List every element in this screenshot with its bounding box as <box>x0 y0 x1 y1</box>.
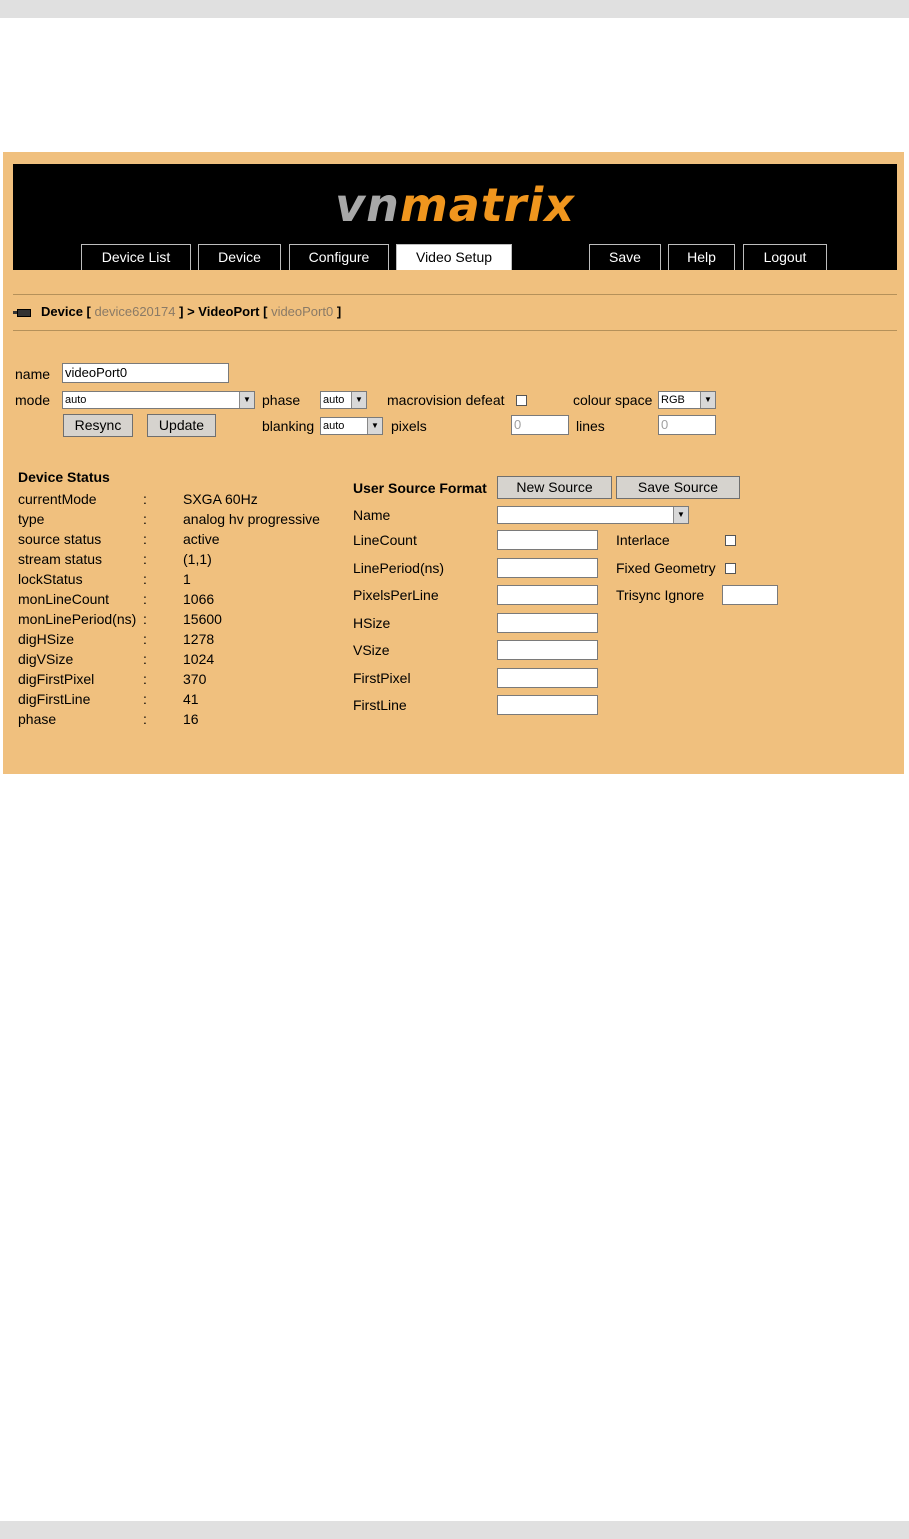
status-value: 1066 <box>183 591 215 607</box>
status-value: 16 <box>183 711 199 727</box>
status-separator: : <box>143 571 147 587</box>
update-button[interactable]: Update <box>147 414 216 437</box>
fixed-geometry-label: Fixed Geometry <box>616 560 716 576</box>
field-label: VSize <box>353 642 390 658</box>
user-source-title: User Source Format <box>353 480 487 496</box>
nav-logout[interactable]: Logout <box>743 244 827 270</box>
bracket-close: ] <box>179 304 184 319</box>
linecount-input[interactable] <box>497 530 598 550</box>
lines-label: lines <box>576 418 605 434</box>
pixels-input[interactable]: 0 <box>511 415 569 435</box>
colour-space-label: colour space <box>573 392 653 408</box>
vsize-input[interactable] <box>497 640 598 660</box>
device-status-title: Device Status <box>18 469 110 485</box>
status-key: type <box>18 511 45 527</box>
divider-bottom <box>13 330 897 331</box>
status-key: monLinePeriod(ns) <box>18 611 137 627</box>
nav-video-setup[interactable]: Video Setup <box>396 244 512 270</box>
colour-space-select-value: RGB <box>661 394 685 406</box>
status-separator: : <box>143 691 147 707</box>
colour-space-select[interactable] <box>658 391 716 409</box>
status-value: 41 <box>183 691 199 707</box>
field-label: FirstLine <box>353 697 407 713</box>
breadcrumb-port-label: VideoPort <box>198 304 260 319</box>
status-separator: : <box>143 591 147 607</box>
blanking-select[interactable] <box>320 417 383 435</box>
status-value: SXGA 60Hz <box>183 491 258 507</box>
nav-save[interactable]: Save <box>589 244 661 270</box>
pixels-label: pixels <box>391 418 427 434</box>
bracket-open: [ <box>86 304 91 319</box>
chevron-down-icon: ▼ <box>700 392 715 408</box>
status-separator: : <box>143 711 147 727</box>
logo-vn: vn <box>335 178 400 232</box>
divider-top <box>13 294 897 295</box>
phase-select[interactable] <box>320 391 367 409</box>
fixed-geometry-checkbox[interactable] <box>725 563 736 574</box>
firstline-input[interactable] <box>497 695 598 715</box>
status-separator: : <box>143 651 147 667</box>
status-key: monLineCount <box>18 591 110 607</box>
field-label: FirstPixel <box>353 670 411 686</box>
field-label: PixelsPerLine <box>353 587 439 603</box>
camera-icon <box>13 308 35 318</box>
status-value: 1 <box>183 571 191 587</box>
status-key: source status <box>18 531 102 547</box>
status-key: stream status <box>18 551 103 567</box>
source-name-select[interactable] <box>497 506 689 524</box>
header <box>13 164 897 270</box>
field-label: LinePeriod(ns) <box>353 560 445 576</box>
field-label: LineCount <box>353 532 417 548</box>
status-key: digHSize <box>18 631 75 647</box>
field-label: HSize <box>353 615 391 631</box>
status-value: 1024 <box>183 651 215 667</box>
status-separator: : <box>143 631 147 647</box>
trisync-input[interactable] <box>722 585 778 605</box>
breadcrumb-separator: > <box>187 304 195 319</box>
pixelsperline-input[interactable] <box>497 585 598 605</box>
status-separator: : <box>143 531 147 547</box>
vnmatrix-logo <box>13 178 897 232</box>
chevron-down-icon: ▼ <box>239 392 254 408</box>
new-source-button[interactable]: New Source <box>497 476 612 499</box>
name-label: name <box>15 366 51 382</box>
status-value: 370 <box>183 671 207 687</box>
breadcrumb-device-label[interactable]: Device <box>41 304 83 319</box>
status-key: currentMode <box>18 491 97 507</box>
mode-select-value: auto <box>65 394 87 406</box>
chevron-down-icon: ▼ <box>351 392 366 408</box>
status-separator: : <box>143 491 147 507</box>
interlace-label: Interlace <box>616 532 670 548</box>
breadcrumb-port-value: videoPort0 <box>271 304 334 319</box>
blanking-label: blanking <box>262 418 315 434</box>
name-input[interactable]: videoPort0 <box>62 363 229 383</box>
page-top-bar <box>0 0 909 18</box>
status-key: digFirstLine <box>18 691 91 707</box>
interlace-checkbox[interactable] <box>725 535 736 546</box>
blanking-select-value: auto <box>323 420 345 432</box>
bracket-close-2: ] <box>336 304 342 319</box>
lines-input[interactable]: 0 <box>658 415 716 435</box>
status-value: (1,1) <box>183 551 212 567</box>
status-key: digVSize <box>18 651 74 667</box>
status-value: active <box>183 531 220 547</box>
save-source-button[interactable]: Save Source <box>616 476 740 499</box>
phase-label: phase <box>262 392 301 408</box>
chevron-down-icon: ▼ <box>367 418 382 434</box>
status-separator: : <box>143 671 147 687</box>
mode-label: mode <box>15 392 51 408</box>
bracket-open-2: [ <box>263 304 268 319</box>
nav-device[interactable]: Device <box>198 244 281 270</box>
resync-button[interactable]: Resync <box>63 414 133 437</box>
logo-matrix: matrix <box>399 178 575 232</box>
status-value: analog hv progressive <box>183 511 320 527</box>
app-panel <box>3 152 904 774</box>
macrovision-label: macrovision defeat <box>387 392 505 408</box>
macrovision-checkbox[interactable] <box>516 395 527 406</box>
source-name-label: Name <box>353 507 391 523</box>
status-key: lockStatus <box>18 571 83 587</box>
page-bottom-bar <box>0 1521 909 1539</box>
breadcrumb-device-value: device620174 <box>94 304 176 319</box>
breadcrumb <box>13 304 341 319</box>
firstpixel-input[interactable] <box>497 668 598 688</box>
lineperiod-input[interactable] <box>497 558 598 578</box>
status-value: 1278 <box>183 631 215 647</box>
status-key: digFirstPixel <box>18 671 95 687</box>
nav-help[interactable]: Help <box>668 244 735 270</box>
status-value: 15600 <box>183 611 222 627</box>
hsize-input[interactable] <box>497 613 598 633</box>
nav-device-list[interactable]: Device List <box>81 244 191 270</box>
phase-select-value: auto <box>323 394 345 406</box>
nav-configure[interactable]: Configure <box>289 244 389 270</box>
trisync-label: Trisync Ignore <box>616 587 705 603</box>
status-separator: : <box>143 611 147 627</box>
status-key: phase <box>18 711 57 727</box>
mode-select[interactable] <box>62 391 255 409</box>
status-separator: : <box>143 511 147 527</box>
chevron-down-icon: ▼ <box>673 507 688 523</box>
status-separator: : <box>143 551 147 567</box>
